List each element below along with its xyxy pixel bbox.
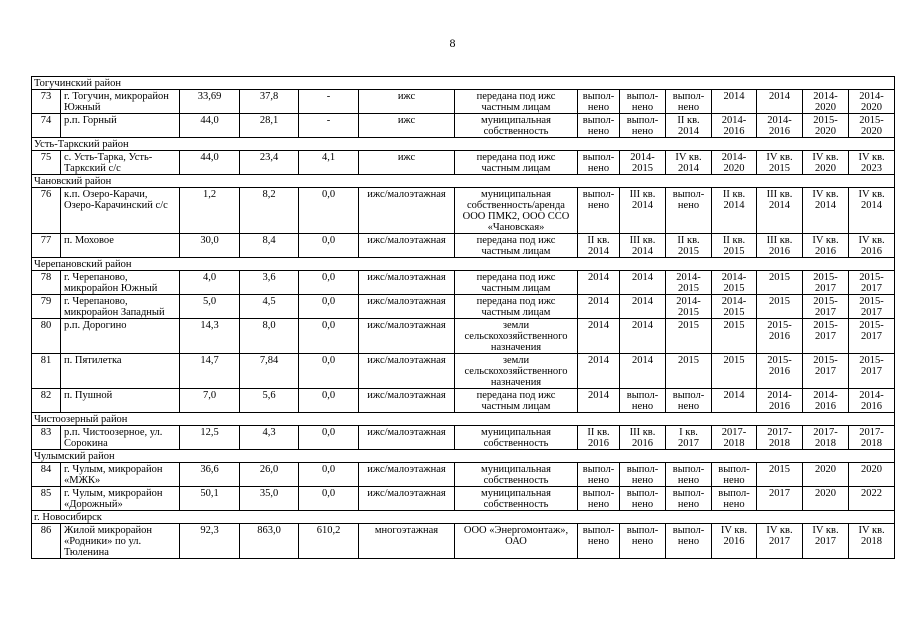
settlement-name-cell: Жилой микрорайон «Родники» по ул. Тюленина [61, 524, 180, 559]
stage-4-cell: 2014-2016 [712, 114, 757, 138]
building-type-cell: ижс [359, 114, 455, 138]
district-header-row [32, 511, 895, 524]
stage-2-cell: выпол-нено [620, 90, 666, 114]
stage-1-cell: выпол-нено [578, 188, 620, 234]
stage-7-cell: 2022 [849, 487, 895, 511]
stage-2-cell: 2014 [620, 319, 666, 354]
area-third-cell: 4,1 [299, 151, 359, 175]
building-type-cell: ижс/малоэтажная [359, 271, 455, 295]
stage-6-cell: 2015-2017 [803, 295, 849, 319]
stage-7-cell: 2015-2020 [849, 114, 895, 138]
stage-5-cell: 2015-2016 [757, 354, 803, 389]
stage-2-cell: III кв. 2014 [620, 188, 666, 234]
area-third-cell: 0,0 [299, 271, 359, 295]
area-total-cell: 44,0 [180, 151, 240, 175]
row-number-cell: 76 [32, 188, 61, 234]
building-type-cell: ижс/малоэтажная [359, 354, 455, 389]
land-plots-table [31, 76, 895, 559]
district-name: Черепановский район [32, 258, 895, 271]
stage-7-cell: 2014-2016 [849, 389, 895, 413]
area-second-cell: 863,0 [240, 524, 299, 559]
row-number-cell: 77 [32, 234, 61, 258]
stage-2-cell: III кв. 2014 [620, 234, 666, 258]
stage-6-cell: 2017-2018 [803, 426, 849, 450]
area-third-cell: - [299, 114, 359, 138]
stage-1-cell: II кв. 2016 [578, 426, 620, 450]
settlement-name-cell: к.п. Озеро-Карачи, Озеро-Карачинский с/с [61, 188, 180, 234]
table-row [32, 295, 895, 319]
row-number-cell: 83 [32, 426, 61, 450]
area-total-cell: 14,7 [180, 354, 240, 389]
district-header-row [32, 258, 895, 271]
stage-4-cell: 2014-2015 [712, 295, 757, 319]
land-status-cell: передана под ижс частным лицам [455, 295, 578, 319]
stage-7-cell: 2015-2017 [849, 319, 895, 354]
settlement-name-cell: п. Пятилетка [61, 354, 180, 389]
stage-2-cell: выпол-нено [620, 487, 666, 511]
stage-6-cell: 2015-2017 [803, 271, 849, 295]
building-type-cell: ижс/малоэтажная [359, 234, 455, 258]
area-total-cell: 44,0 [180, 114, 240, 138]
stage-1-cell: II кв. 2014 [578, 234, 620, 258]
area-total-cell: 92,3 [180, 524, 240, 559]
stage-4-cell: 2015 [712, 354, 757, 389]
stage-7-cell: 2017-2018 [849, 426, 895, 450]
stage-3-cell: 2014-2015 [666, 271, 712, 295]
stage-2-cell: выпол-нено [620, 389, 666, 413]
area-second-cell: 8,4 [240, 234, 299, 258]
settlement-name-cell: п. Пушной [61, 389, 180, 413]
table-row [32, 151, 895, 175]
area-total-cell: 4,0 [180, 271, 240, 295]
stage-3-cell: 2014-2015 [666, 295, 712, 319]
stage-5-cell: 2017-2018 [757, 426, 803, 450]
row-number-cell: 73 [32, 90, 61, 114]
stage-1-cell: 2014 [578, 389, 620, 413]
district-name: Чановский район [32, 175, 895, 188]
stage-4-cell: 2014-2015 [712, 271, 757, 295]
row-number-cell: 86 [32, 524, 61, 559]
area-third-cell: 610,2 [299, 524, 359, 559]
stage-6-cell: 2015-2020 [803, 114, 849, 138]
settlement-name-cell: г. Чулым, микрорайон «Дорожный» [61, 487, 180, 511]
row-number-cell: 80 [32, 319, 61, 354]
settlement-name-cell: г. Чулым, микрорайон «МЖК» [61, 463, 180, 487]
district-header-row [32, 138, 895, 151]
stage-6-cell: IV кв. 2020 [803, 151, 849, 175]
building-type-cell: ижс/малоэтажная [359, 319, 455, 354]
area-second-cell: 23,4 [240, 151, 299, 175]
area-second-cell: 26,0 [240, 463, 299, 487]
table-row [32, 524, 895, 559]
stage-7-cell: IV кв. 2014 [849, 188, 895, 234]
stage-4-cell: IV кв. 2016 [712, 524, 757, 559]
stage-6-cell: IV кв. 2014 [803, 188, 849, 234]
stage-6-cell: 2014-2020 [803, 90, 849, 114]
stage-4-cell: II кв. 2014 [712, 188, 757, 234]
stage-1-cell: выпол-нено [578, 90, 620, 114]
stage-5-cell: 2014 [757, 90, 803, 114]
stage-2-cell: 2014 [620, 295, 666, 319]
land-status-cell: передана под ижс частным лицам [455, 271, 578, 295]
area-second-cell: 35,0 [240, 487, 299, 511]
land-status-cell: муниципальная собственность/аренда ООО ПМК2, ООО ССО «Чановская» [455, 188, 578, 234]
stage-4-cell: 2015 [712, 319, 757, 354]
row-number-cell: 84 [32, 463, 61, 487]
stage-1-cell: 2014 [578, 354, 620, 389]
stage-4-cell: 2014 [712, 389, 757, 413]
stage-7-cell: 2015-2017 [849, 354, 895, 389]
district-name: Тогучинский район [32, 77, 895, 90]
row-number-cell: 75 [32, 151, 61, 175]
area-second-cell: 37,8 [240, 90, 299, 114]
table-row [32, 114, 895, 138]
building-type-cell: многоэтажная [359, 524, 455, 559]
building-type-cell: ижс/малоэтажная [359, 389, 455, 413]
district-name: Усть-Таркский район [32, 138, 895, 151]
land-status-cell: муниципальная собственность [455, 114, 578, 138]
settlement-name-cell: р.п. Чистоозерное, ул. Сорокина [61, 426, 180, 450]
area-total-cell: 12,5 [180, 426, 240, 450]
stage-3-cell: II кв. 2014 [666, 114, 712, 138]
area-second-cell: 4,5 [240, 295, 299, 319]
stage-2-cell: 2014 [620, 271, 666, 295]
stage-7-cell: 2015-2017 [849, 295, 895, 319]
area-total-cell: 30,0 [180, 234, 240, 258]
stage-3-cell: выпол-нено [666, 524, 712, 559]
stage-4-cell: 2014 [712, 90, 757, 114]
row-number-cell: 74 [32, 114, 61, 138]
area-total-cell: 36,6 [180, 463, 240, 487]
table-row [32, 271, 895, 295]
settlement-name-cell: р.п. Дорогино [61, 319, 180, 354]
page-number: 8 [449, 36, 456, 50]
stage-2-cell: выпол-нено [620, 463, 666, 487]
settlement-name-cell: с. Усть-Тарка, Усть-Таркский с/с [61, 151, 180, 175]
table-row [32, 234, 895, 258]
row-number-cell: 78 [32, 271, 61, 295]
district-name: Чистоозерный район [32, 413, 895, 426]
stage-5-cell: 2015-2016 [757, 319, 803, 354]
stage-2-cell: выпол-нено [620, 114, 666, 138]
land-status-cell: земли сельскохозяйственного назначения [455, 319, 578, 354]
table-row [32, 319, 895, 354]
stage-1-cell: выпол-нено [578, 463, 620, 487]
land-status-cell: передана под ижс частным лицам [455, 234, 578, 258]
stage-3-cell: 2015 [666, 319, 712, 354]
stage-5-cell: III кв. 2014 [757, 188, 803, 234]
area-total-cell: 5,0 [180, 295, 240, 319]
stage-5-cell: 2014-2016 [757, 389, 803, 413]
area-third-cell: - [299, 90, 359, 114]
settlement-name-cell: р.п. Горный [61, 114, 180, 138]
district-name: Чулымский район [32, 450, 895, 463]
stage-3-cell: IV кв. 2014 [666, 151, 712, 175]
stage-4-cell: II кв. 2015 [712, 234, 757, 258]
stage-5-cell: IV кв. 2017 [757, 524, 803, 559]
row-number-cell: 82 [32, 389, 61, 413]
area-total-cell: 7,0 [180, 389, 240, 413]
area-third-cell: 0,0 [299, 188, 359, 234]
stage-1-cell: 2014 [578, 271, 620, 295]
stage-4-cell: выпол-нено [712, 487, 757, 511]
area-third-cell: 0,0 [299, 487, 359, 511]
area-total-cell: 14,3 [180, 319, 240, 354]
area-second-cell: 28,1 [240, 114, 299, 138]
land-status-cell: муниципальная собственность [455, 487, 578, 511]
land-status-cell: передана под ижс частным лицам [455, 389, 578, 413]
stage-5-cell: III кв. 2016 [757, 234, 803, 258]
building-type-cell: ижс/малоэтажная [359, 426, 455, 450]
table-row [32, 389, 895, 413]
settlement-name-cell: п. Моховое [61, 234, 180, 258]
district-header-row [32, 175, 895, 188]
table-row [32, 463, 895, 487]
stage-3-cell: 2015 [666, 354, 712, 389]
stage-5-cell: 2017 [757, 487, 803, 511]
area-total-cell: 33,69 [180, 90, 240, 114]
stage-6-cell: IV кв. 2016 [803, 234, 849, 258]
table-row [32, 354, 895, 389]
stage-6-cell: 2020 [803, 487, 849, 511]
district-header-row [32, 450, 895, 463]
area-third-cell: 0,0 [299, 354, 359, 389]
stage-5-cell: IV кв. 2015 [757, 151, 803, 175]
stage-3-cell: выпол-нено [666, 487, 712, 511]
building-type-cell: ижс/малоэтажная [359, 463, 455, 487]
stage-3-cell: I кв. 2017 [666, 426, 712, 450]
stage-3-cell: выпол-нено [666, 463, 712, 487]
land-status-cell: земли сельскохозяйственного назначения [455, 354, 578, 389]
row-number-cell: 81 [32, 354, 61, 389]
land-status-cell: ООО «Энергомонтаж», ОАО [455, 524, 578, 559]
stage-6-cell: 2015-2017 [803, 354, 849, 389]
stage-4-cell: выпол-нено [712, 463, 757, 487]
building-type-cell: ижс/малоэтажная [359, 188, 455, 234]
district-header-row [32, 77, 895, 90]
table-row [32, 90, 895, 114]
settlement-name-cell: г. Тогучин, микрорайон Южный [61, 90, 180, 114]
building-type-cell: ижс [359, 90, 455, 114]
stage-1-cell: 2014 [578, 295, 620, 319]
area-second-cell: 7,84 [240, 354, 299, 389]
area-second-cell: 8,2 [240, 188, 299, 234]
area-third-cell: 0,0 [299, 319, 359, 354]
stage-5-cell: 2015 [757, 463, 803, 487]
building-type-cell: ижс/малоэтажная [359, 487, 455, 511]
stage-5-cell: 2015 [757, 295, 803, 319]
land-status-cell: передана под ижс частным лицам [455, 151, 578, 175]
table-row [32, 487, 895, 511]
stage-2-cell: выпол-нено [620, 524, 666, 559]
settlement-name-cell: г. Черепаново, микрорайон Южный [61, 271, 180, 295]
area-second-cell: 5,6 [240, 389, 299, 413]
area-third-cell: 0,0 [299, 389, 359, 413]
area-second-cell: 8,0 [240, 319, 299, 354]
stage-1-cell: выпол-нено [578, 487, 620, 511]
stage-4-cell: 2017-2018 [712, 426, 757, 450]
stage-1-cell: 2014 [578, 319, 620, 354]
stage-3-cell: II кв. 2015 [666, 234, 712, 258]
area-third-cell: 0,0 [299, 426, 359, 450]
stage-2-cell: 2014-2015 [620, 151, 666, 175]
area-third-cell: 0,0 [299, 234, 359, 258]
land-status-cell: муниципальная собственность [455, 426, 578, 450]
table-row [32, 426, 895, 450]
stage-7-cell: 2014-2020 [849, 90, 895, 114]
stage-3-cell: выпол-нено [666, 188, 712, 234]
area-total-cell: 50,1 [180, 487, 240, 511]
stage-7-cell: 2020 [849, 463, 895, 487]
row-number-cell: 79 [32, 295, 61, 319]
stage-1-cell: выпол-нено [578, 114, 620, 138]
district-name: г. Новосибирск [32, 511, 895, 524]
row-number-cell: 85 [32, 487, 61, 511]
stage-3-cell: выпол-нено [666, 90, 712, 114]
building-type-cell: ижс [359, 151, 455, 175]
stage-7-cell: 2015-2017 [849, 271, 895, 295]
area-total-cell: 1,2 [180, 188, 240, 234]
stage-7-cell: IV кв. 2018 [849, 524, 895, 559]
stage-6-cell: 2015-2017 [803, 319, 849, 354]
stage-1-cell: выпол-нено [578, 524, 620, 559]
stage-4-cell: 2014-2020 [712, 151, 757, 175]
stage-6-cell: 2020 [803, 463, 849, 487]
stage-6-cell: 2014-2016 [803, 389, 849, 413]
stage-7-cell: IV кв. 2023 [849, 151, 895, 175]
stage-3-cell: выпол-нено [666, 389, 712, 413]
settlement-name-cell: г. Черепаново, микрорайон Западный [61, 295, 180, 319]
building-type-cell: ижс/малоэтажная [359, 295, 455, 319]
stage-5-cell: 2015 [757, 271, 803, 295]
area-third-cell: 0,0 [299, 463, 359, 487]
land-status-cell: муниципальная собственность [455, 463, 578, 487]
stage-7-cell: IV кв. 2016 [849, 234, 895, 258]
area-second-cell: 4,3 [240, 426, 299, 450]
table-row [32, 188, 895, 234]
district-header-row [32, 413, 895, 426]
area-third-cell: 0,0 [299, 295, 359, 319]
stage-2-cell: III кв. 2016 [620, 426, 666, 450]
stage-6-cell: IV кв. 2017 [803, 524, 849, 559]
area-second-cell: 3,6 [240, 271, 299, 295]
stage-5-cell: 2014-2016 [757, 114, 803, 138]
land-status-cell: передана под ижс частным лицам [455, 90, 578, 114]
stage-2-cell: 2014 [620, 354, 666, 389]
stage-1-cell: выпол-нено [578, 151, 620, 175]
